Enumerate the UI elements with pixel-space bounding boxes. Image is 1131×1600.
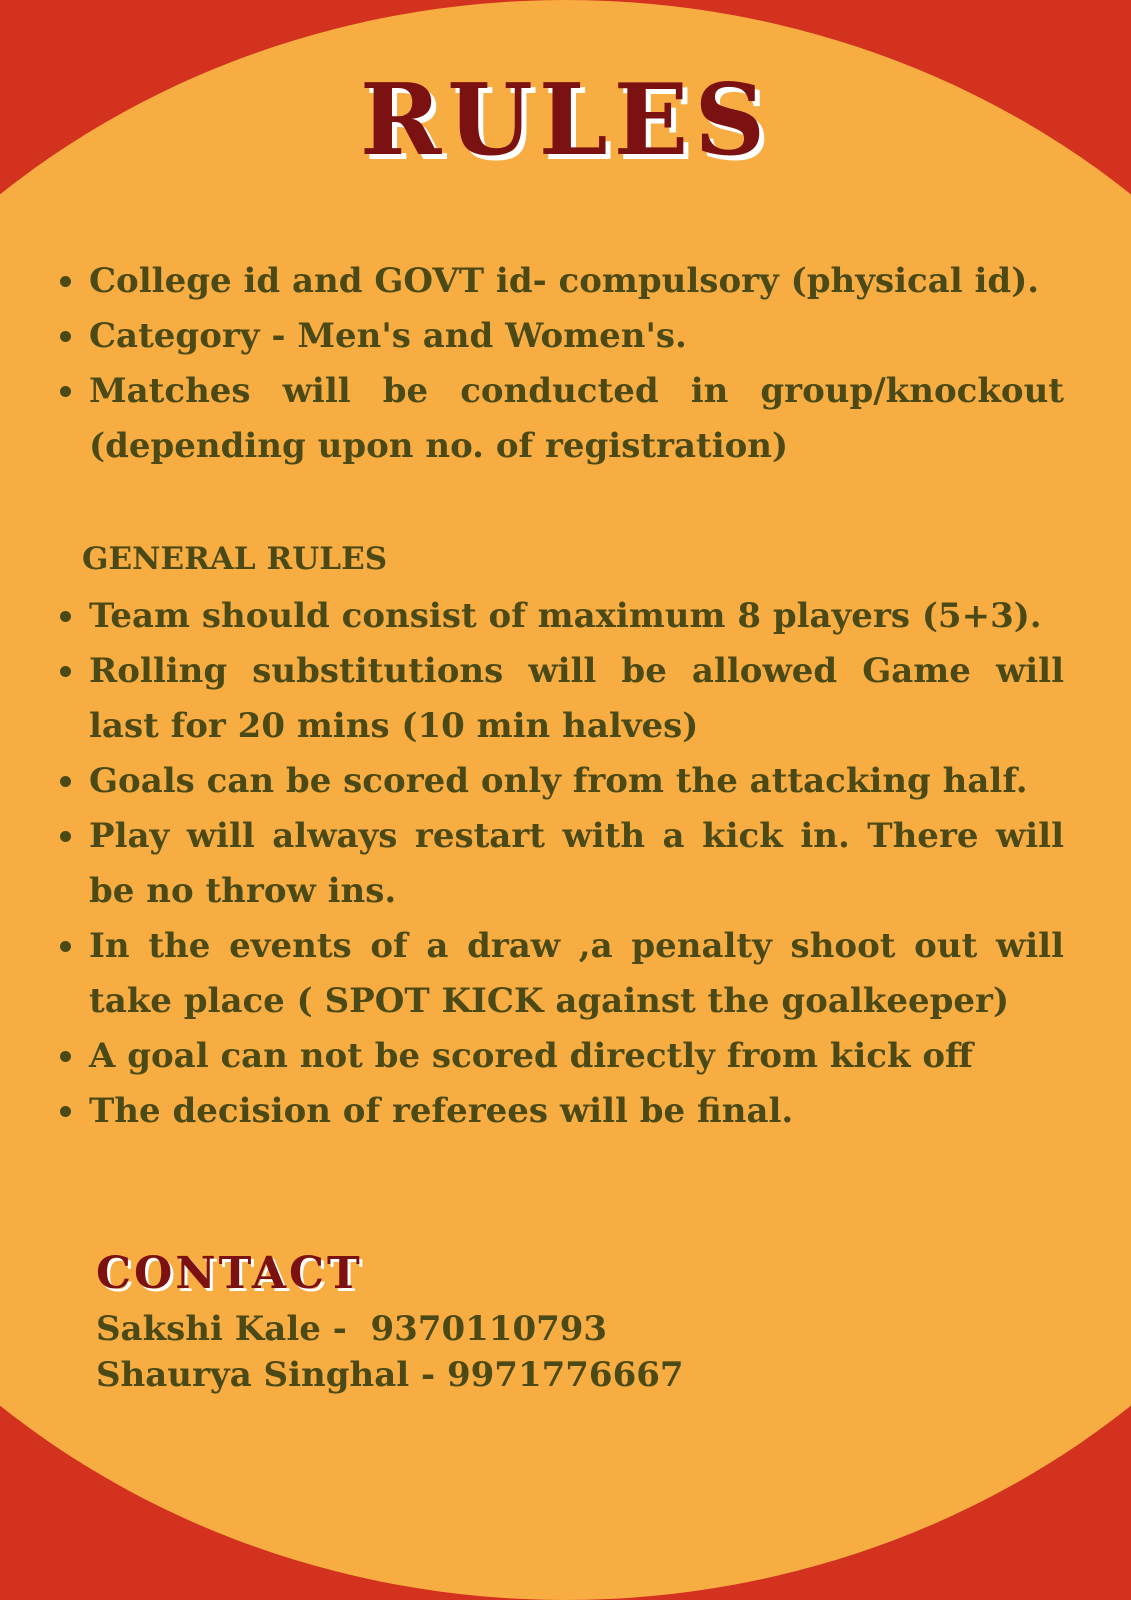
bullet-icon bbox=[60, 386, 71, 397]
page-title: RULES bbox=[359, 63, 772, 178]
bullet-icon bbox=[60, 331, 71, 342]
rule-item: Matches will be conducted in group/knockout (depending upon no. of registration) bbox=[60, 364, 1064, 474]
general-rule-item: Team should consist of maximum 8 players (5+3). bbox=[60, 589, 1064, 644]
bullet-icon bbox=[60, 276, 71, 287]
bullet-icon bbox=[60, 1051, 71, 1062]
general-rules-list bbox=[60, 589, 1064, 1139]
general-rule-item: Play will always restart with a kick in. There will be no throw ins. bbox=[60, 809, 1064, 919]
bullet-icon bbox=[60, 666, 71, 677]
contact-line: Shaurya Singhal - 9971776667 bbox=[96, 1355, 684, 1395]
bullet-icon bbox=[60, 611, 71, 622]
general-rules-heading: GENERAL RULES bbox=[82, 541, 388, 577]
contact-section bbox=[96, 1248, 684, 1398]
bullet-icon bbox=[60, 941, 71, 952]
rule-item: Category - Men's and Women's. bbox=[60, 309, 1064, 364]
contact-line: Sakshi Kale - 9370110793 bbox=[96, 1309, 608, 1349]
contact-title: CONTACT bbox=[96, 1248, 363, 1299]
general-rule-item: In the events of a draw ,a penalty shoot out will take place ( SPOT KICK against the goalkeeper) bbox=[60, 919, 1064, 1029]
general-rule-item: Rolling substitutions will be allowed Game will last for 20 mins (10 min halves) bbox=[60, 644, 1064, 754]
general-rule-item: Goals can be scored only from the attacking half. bbox=[60, 754, 1064, 809]
general-rule-item: The decision of referees will be final. bbox=[60, 1084, 1064, 1139]
general-rule-item: A goal can not be scored directly from kick off bbox=[60, 1029, 1064, 1084]
rules-list bbox=[60, 254, 1064, 474]
rules-content bbox=[60, 254, 1064, 1139]
rule-item: College id and GOVT id- compulsory (physical id). bbox=[60, 254, 1064, 309]
bullet-icon bbox=[60, 776, 71, 787]
bullet-icon bbox=[60, 1106, 71, 1117]
bullet-icon bbox=[60, 831, 71, 842]
